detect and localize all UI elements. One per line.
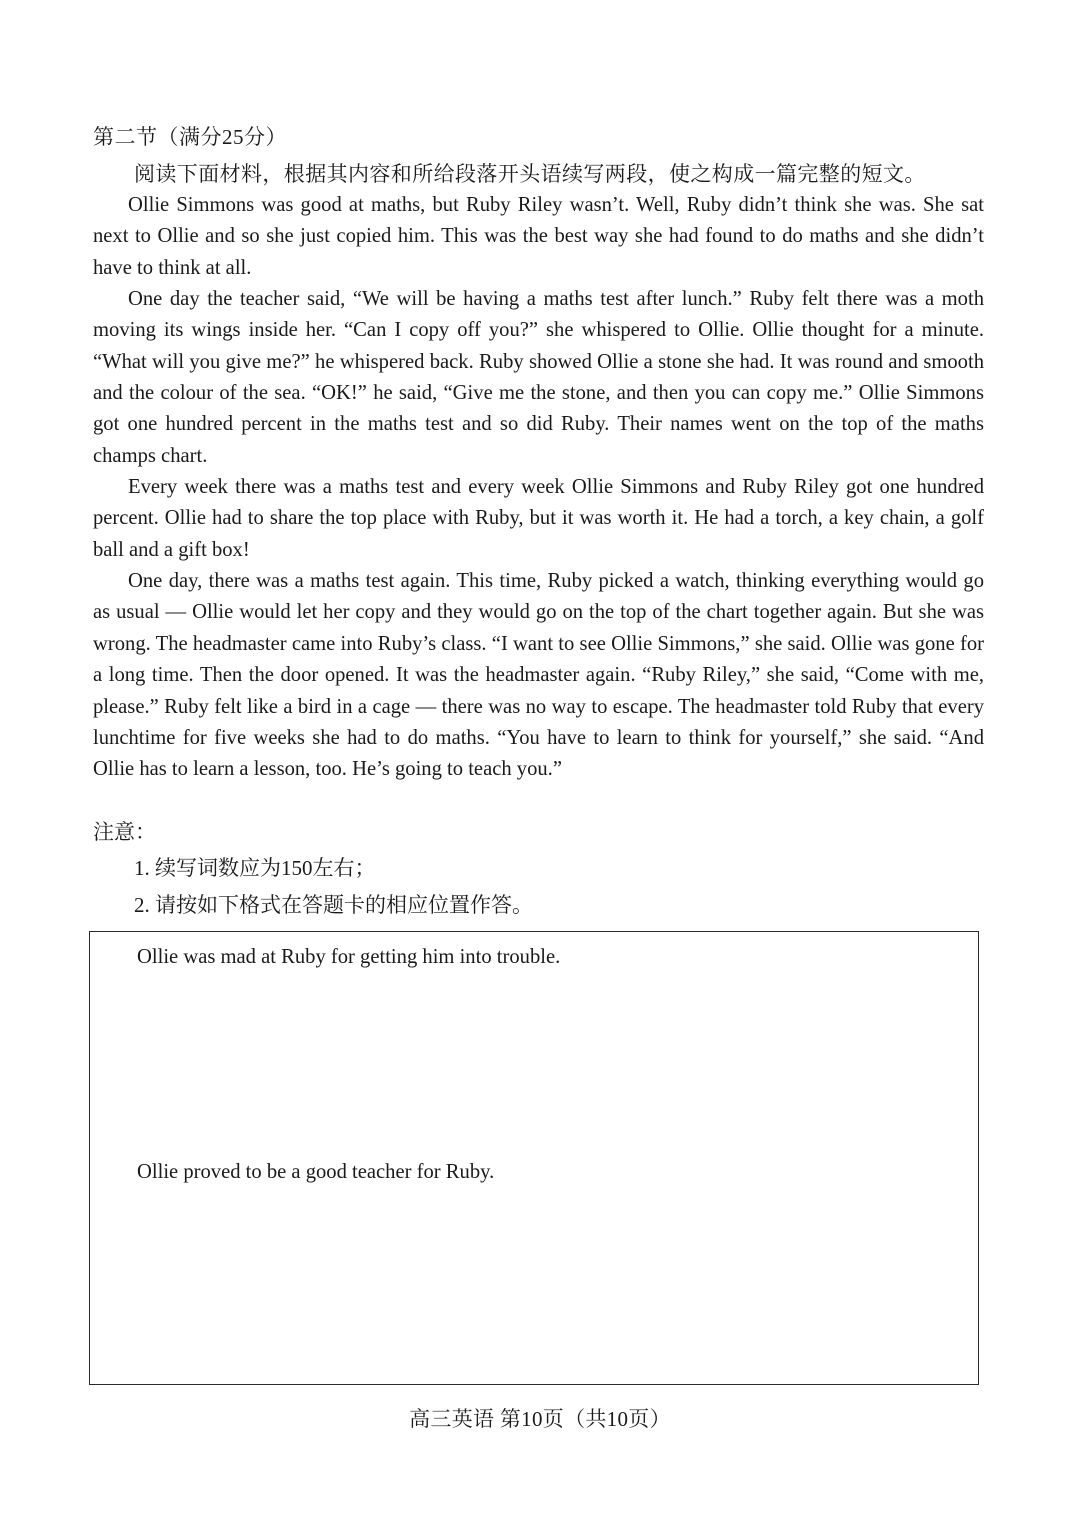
passage-paragraph-2: One day the teacher said, “We will be having a maths test after lunch.” Ruby felt there was a moth moving its wings inside her. “Can I copy off you?” she whispered to Ollie. Ollie thought for a minute. “What will you give me?” he whispered back. Ruby showed Ollie a stone she had. It was round and smooth and the colour of the sea. “OK!” he said, “Give me the stone, and then you can copy me.” Ollie Simmons got one hundred percent in the maths test and so did Ruby. Their names went on the top of the maths champs chart. bbox=[93, 288, 984, 467]
page-footer: 高三英语 第10页（共10页） bbox=[409, 1407, 671, 1431]
passage-paragraph-4: One day, there was a maths test again. This time, Ruby picked a watch, thinking everything would go as usual — Ollie would let her copy and they would go on the top of the chart together again. But she was wrong. The headmaster came into Ruby’s class. “I want to see Ollie Simmons,” she said. Ollie was gone for a long time. Then the door opened. It was the headmaster again. “Ruby Riley,” she said, “Come with me, please.” Ruby felt like a bird in a cage — there was no way to escape. The headmaster told Ruby that every lunchtime for five weeks she had to do maths. “You have to learn to think for yourself,” she said. “And Ollie has to learn a lesson, too. He’s going to teach you.” bbox=[93, 570, 984, 781]
note-item-format: 2. 请按如下格式在答题卡的相应位置作答。 bbox=[134, 893, 533, 917]
note-item-word-count: 1. 续写词数应为150左右； bbox=[134, 856, 376, 880]
paragraph-opener-1: Ollie was mad at Ruby for getting him into trouble. bbox=[137, 946, 561, 968]
paragraph-opener-2: Ollie proved to be a good teacher for Ruby. bbox=[137, 1161, 495, 1183]
answer-box bbox=[89, 931, 979, 1385]
section-title: 第二节（满分25分） bbox=[93, 125, 287, 149]
section-instruction: 阅读下面材料，根据其内容和所给段落开头语续写两段，使之构成一篇完整的短文。 bbox=[134, 162, 926, 186]
reading-passage bbox=[93, 190, 984, 786]
notes-title: 注意： bbox=[93, 820, 156, 844]
passage-paragraph-1: Ollie Simmons was good at maths, but Ruby Riley wasn’t. Well, Ruby didn’t think she was. She sat next to Ollie and so she just copied him. This was the best way she had found to do maths and she didn’t have to think at all. bbox=[93, 194, 984, 279]
passage-paragraph-3: Every week there was a maths test and every week Ollie Simmons and Ruby Riley got one hundred percent. Ollie had to share the top place with Ruby, but it was worth it. He had a torch, a key chain, a golf ball and a gift box! bbox=[93, 476, 984, 561]
